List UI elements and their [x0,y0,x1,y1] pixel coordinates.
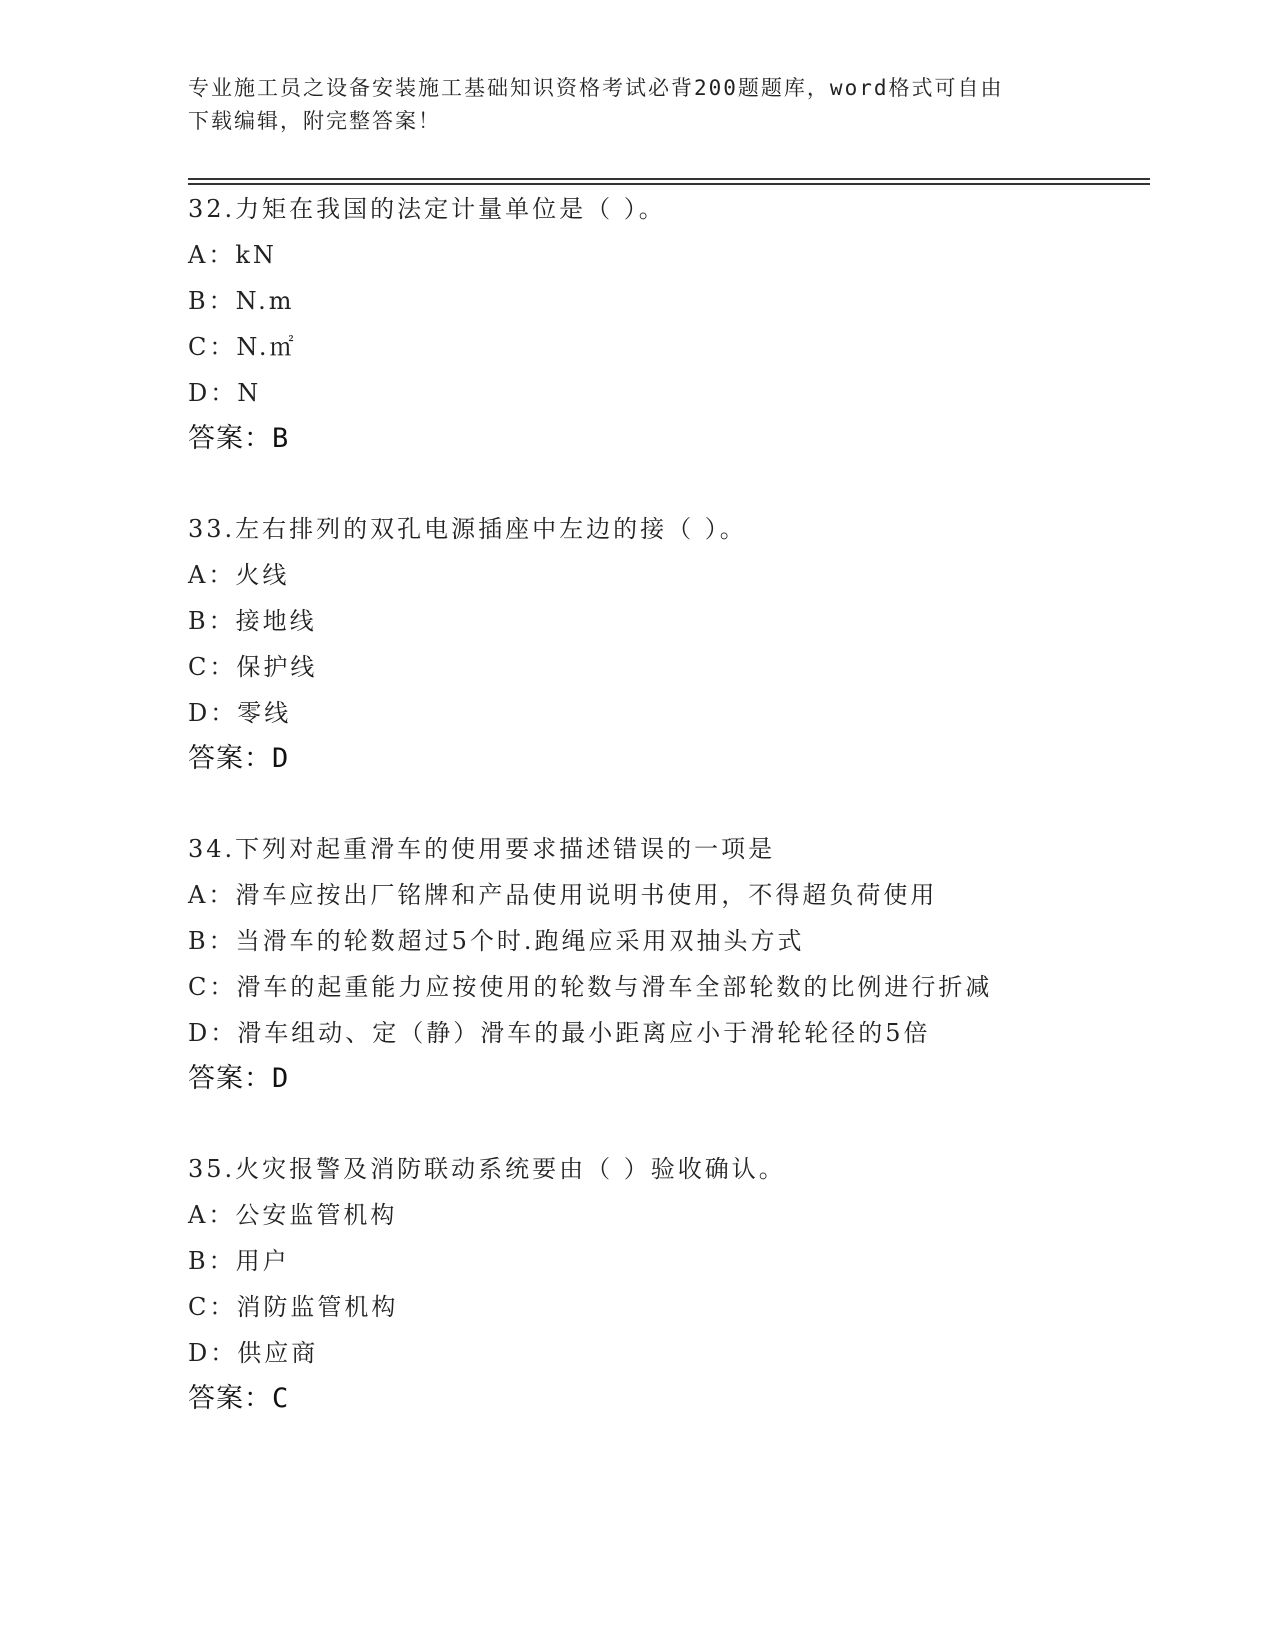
answer-value: D [272,1063,290,1094]
answer-line [188,736,1148,782]
option-c: C：保护线 [188,653,318,681]
header-divider-bottom [188,183,1150,185]
answer-label: 答案： [188,423,272,454]
option-c: C：消防监管机构 [188,1293,399,1321]
answer-line [188,416,1148,462]
option-b: B：接地线 [188,607,317,635]
answer-value: D [272,743,290,774]
option-b: B：用户 [188,1247,290,1275]
answer-value: C [272,1383,290,1414]
option-c: C：N.㎡ [188,333,297,361]
option-d: D：滑车组动、定（静）滑车的最小距离应小于滑轮轮径的5倍 [188,1019,931,1047]
answer-label: 答案： [188,1383,272,1414]
option-c: C：滑车的起重能力应按使用的轮数与滑车全部轮数的比例进行折减 [188,973,993,1001]
question-35 [188,1146,1148,1422]
answer-line [188,1376,1148,1422]
option-d: D：供应商 [188,1339,319,1367]
option-b: B：N.m [188,287,295,315]
answer-label: 答案： [188,1063,272,1094]
question-stem: 35.火灾报警及消防联动系统要由（ ）验收确认。 [188,1155,786,1183]
header-line-1: 专业施工员之设备安装施工基础知识资格考试必背200题题库，word格式可自由 [188,76,1004,100]
answer-line [188,1056,1148,1102]
option-a: A：kN [188,241,277,269]
header-divider-top [188,178,1150,180]
option-d: D：零线 [188,699,292,727]
question-stem: 34.下列对起重滑车的使用要求描述错误的一项是 [188,835,776,863]
option-a: A：滑车应按出厂铭牌和产品使用说明书使用，不得超负荷使用 [188,881,938,909]
option-d: D：N [188,379,262,407]
option-a: A：火线 [188,561,290,589]
option-a: A：公安监管机构 [188,1201,398,1229]
header-line-2: 下载编辑，附完整答案！ [188,109,441,133]
option-b: B：当滑车的轮数超过5个时.跑绳应采用双抽头方式 [188,927,805,955]
question-stem: 33.左右排列的双孔电源插座中左边的接（ ）。 [188,515,747,543]
question-34 [188,826,1148,1102]
question-stem: 32.力矩在我国的法定计量单位是（ ）。 [188,195,666,223]
answer-label: 答案： [188,743,272,774]
question-32 [188,186,1148,462]
document-header [188,72,1068,138]
question-33 [188,506,1148,782]
answer-value: B [272,423,290,454]
